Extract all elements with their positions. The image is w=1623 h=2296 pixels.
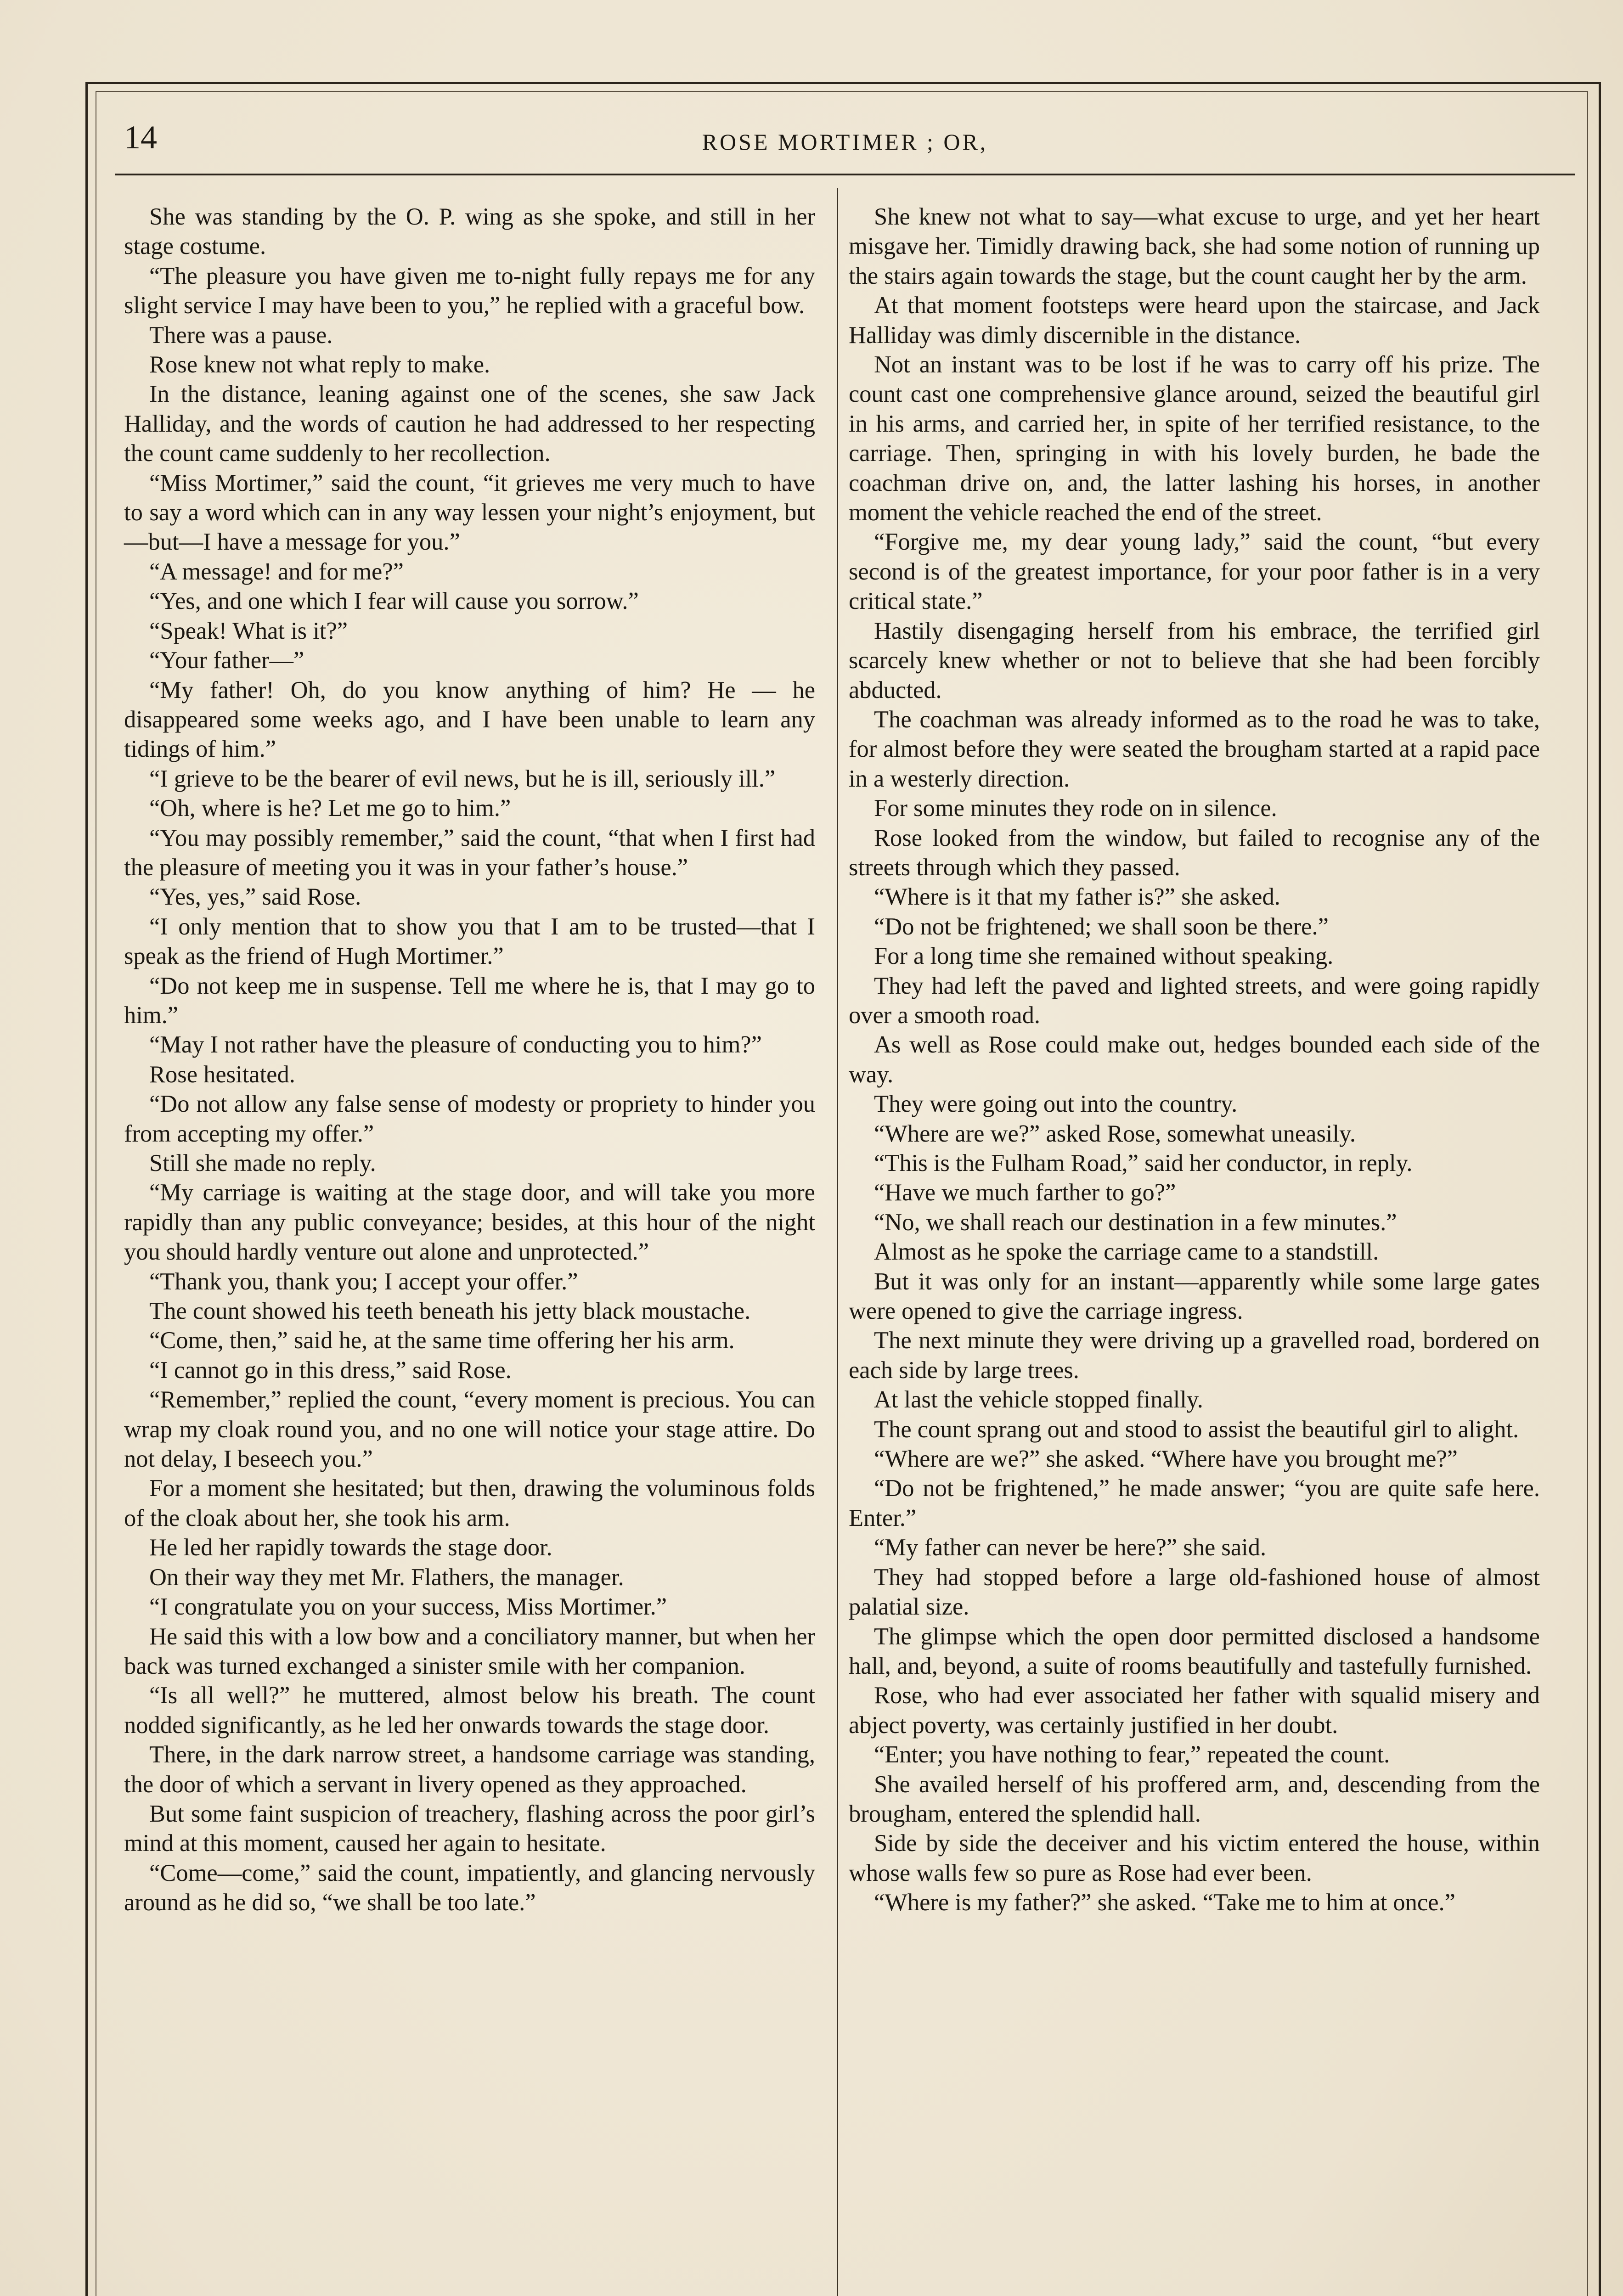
paragraph: “Oh, where is he? Let me go to him.” — [149, 795, 511, 822]
paragraph: They were going out into the country. — [874, 1091, 1238, 1118]
paragraph: “Thank you, thank you; I accept your offer.” — [149, 1268, 578, 1295]
paragraph: But it was only for an instant—apparently while some large gates were opened to give the carriage ingress. — [849, 1268, 1540, 1325]
paragraph: “Your father—” — [149, 647, 304, 674]
paragraph: “Remember,” replied the count, “every moment is precious. You can wrap my cloak round you, and no one will notice your stage attire. Do not delay, I beseech you.” — [124, 1386, 815, 1473]
paragraph: She availed herself of his proffered arm, and, descending from the brougham, entered the splendid hall. — [849, 1771, 1540, 1827]
paragraph: On their way they met Mr. Flathers, the manager. — [149, 1564, 624, 1591]
paragraph: “Come—come,” said the count, impatiently, and glancing nervously around as he did so, “we shall be too late.” — [124, 1859, 815, 1916]
paragraph: For a moment she hesitated; but then, drawing the voluminous folds of the cloak about her, she took his arm. — [124, 1475, 815, 1531]
paragraph: The count showed his teeth beneath his jetty black moustache. — [149, 1298, 751, 1325]
paragraph: The glimpse which the open door permitted disclosed a handsome hall, and, beyond, a suite of rooms beautifully and tastefully furnished. — [849, 1623, 1540, 1679]
paragraph: He led her rapidly towards the stage door. — [149, 1534, 552, 1561]
paragraph: “You may possibly remember,” said the count, “that when I first had the pleasure of meeting you it was in your father’s house.” — [124, 824, 815, 881]
paragraph: “Do not keep me in suspense. Tell me where he is, that I may go to him.” — [124, 972, 815, 1029]
paragraph: In the distance, leaning against one of the scenes, she saw Jack Halliday, and the words of caution he had addressed to her respecting the count came suddenly to her recollection. — [124, 381, 815, 467]
paragraph: At that moment footsteps were heard upon the staircase, and Jack Halliday was dimly discernible in the distance. — [849, 292, 1540, 349]
paragraph: “This is the Fulham Road,” said her conductor, in reply. — [874, 1150, 1413, 1176]
paragraph: “My father can never be here?” she said. — [874, 1534, 1267, 1561]
paragraph: “Do not allow any false sense of modesty or propriety to hinder you from accepting my offer.” — [124, 1091, 815, 1147]
paragraph: Rose knew not what reply to make. — [149, 351, 490, 378]
paragraph: Rose hesitated. — [149, 1061, 295, 1088]
paragraph: Rose looked from the window, but failed to recognise any of the streets through which they passed. — [849, 824, 1540, 881]
paragraph: “Where is it that my father is?” she asked. — [874, 884, 1280, 911]
paragraph: “The pleasure you have given me to-night fully repays me for any slight service I may have been to you,” he replied with a graceful bow. — [124, 262, 815, 319]
paragraph: “Do not be frightened,” he made answer; “you are quite safe here. Enter.” — [849, 1475, 1540, 1531]
left-text-column — [124, 202, 815, 1918]
paragraph: “May I not rather have the pleasure of conducting you to him?” — [149, 1031, 762, 1058]
paragraph: Still she made no reply. — [149, 1150, 376, 1176]
paragraph: “Yes, and one which I fear will cause you sorrow.” — [149, 588, 639, 615]
paragraph: “Where is my father?” she asked. “Take me to him at once.” — [874, 1889, 1455, 1916]
paragraph: “Enter; you have nothing to fear,” repeated the count. — [874, 1741, 1390, 1768]
page-number: 14 — [124, 119, 157, 156]
paragraph: Almost as he spoke the carriage came to a standstill. — [874, 1238, 1379, 1266]
paragraph: “Speak! What is it?” — [149, 617, 348, 644]
paragraph: “Do not be frightened; we shall soon be there.” — [874, 913, 1329, 940]
paragraph: There was a pause. — [149, 321, 333, 349]
column-divider — [837, 188, 838, 2296]
paragraph: She knew not what to say—what excuse to urge, and yet her heart misgave her. Timidly drawing back, she had some notion of running up the stairs again towards the stage, but the count caught her by the arm. — [849, 203, 1540, 289]
paragraph: She was standing by the O. P. wing as she spoke, and still in her stage costume. — [124, 203, 815, 260]
paragraph: He said this with a low bow and a conciliatory manner, but when her back was turned exchanged a sinister smile with her companion. — [124, 1623, 815, 1679]
header-rule — [115, 174, 1575, 175]
paragraph: For some minutes they rode on in silence. — [874, 795, 1277, 822]
paragraph: “Miss Mortimer,” said the count, “it grieves me very much to have to say a word which can in any way lessen your night’s enjoyment, but—but—I have a message for you.” — [124, 469, 815, 556]
page-header — [115, 115, 1575, 170]
paragraph: “Forgive me, my dear young lady,” said the count, “but every second is of the greatest importance, for your poor father is in a very critical state.” — [849, 529, 1540, 615]
paragraph: “Where are we?” asked Rose, somewhat uneasily. — [874, 1120, 1356, 1147]
paragraph: “I congratulate you on your success, Miss Mortimer.” — [149, 1593, 667, 1621]
paragraph: “I cannot go in this dress,” said Rose. — [149, 1356, 512, 1384]
paragraph: For a long time she remained without speaking. — [874, 943, 1334, 970]
paragraph: They had stopped before a large old-fashioned house of almost palatial size. — [849, 1564, 1540, 1621]
paragraph: There, in the dark narrow street, a handsome carriage was standing, the door of which a servant in livery opened as they approached. — [124, 1741, 815, 1798]
paragraph: They had left the paved and lighted streets, and were going rapidly over a smooth road. — [849, 972, 1540, 1029]
paragraph: “A message! and for me?” — [149, 558, 404, 585]
paragraph: “Yes, yes,” said Rose. — [149, 884, 361, 911]
paragraph: “Come, then,” said he, at the same time offering her his arm. — [149, 1327, 735, 1354]
paragraph: “I grieve to be the bearer of evil news, but he is ill, seriously ill.” — [149, 765, 776, 792]
paragraph: Rose, who had ever associated her father with squalid misery and abject poverty, was certainly justified in her doubt. — [849, 1682, 1540, 1739]
paragraph: But some faint suspicion of treachery, flashing across the poor girl’s mind at this moment, caused her again to hesitate. — [124, 1800, 815, 1857]
right-text-column — [849, 202, 1540, 1918]
paragraph: As well as Rose could make out, hedges bounded each side of the way. — [849, 1031, 1540, 1088]
paragraph: The coachman was already informed as to the road he was to take, for almost before they were seated the brougham started at a rapid pace in a westerly direction. — [849, 706, 1540, 792]
paragraph: Hastily disengaging herself from his embrace, the terrified girl scarcely knew whether or not to believe that she had been forcibly abducted. — [849, 617, 1540, 703]
paragraph: “Where are we?” she asked. “Where have you brought me?” — [874, 1446, 1458, 1473]
paragraph: At last the vehicle stopped finally. — [874, 1386, 1203, 1413]
paragraph: The next minute they were driving up a gravelled road, bordered on each side by large trees. — [849, 1327, 1540, 1384]
paragraph: “My carriage is waiting at the stage door, and will take you more rapidly than any public conveyance; besides, at this hour of the night you should hardly venture out alone and unprotected.” — [124, 1179, 815, 1266]
paragraph: “No, we shall reach our destination in a few minutes.” — [874, 1209, 1397, 1236]
paragraph: “My father! Oh, do you know anything of him? He — he disappeared some weeks ago, and I have been unable to learn any tidings of him.” — [124, 676, 815, 763]
paragraph: The count sprang out and stood to assist the beautiful girl to alight. — [874, 1416, 1519, 1443]
paragraph: Side by side the deceiver and his victim entered the house, within whose walls few so pure as Rose had ever been. — [849, 1830, 1540, 1886]
running-title: ROSE MORTIMER ; OR, — [702, 129, 988, 155]
paragraph: “Is all well?” he muttered, almost below his breath. The count nodded significantly, as he led her onwards towards the stage door. — [124, 1682, 815, 1739]
paragraph: “Have we much farther to go?” — [874, 1179, 1176, 1206]
paragraph: “I only mention that to show you that I am to be trusted—that I speak as the friend of Hugh Mortimer.” — [124, 913, 815, 970]
paragraph: Not an instant was to be lost if he was to carry off his prize. The count cast one comprehensive glance around, seized the beautiful girl in his arms, and carried her, in spite of her terrified resistance, to the carriage. Then, springing in with his lovely burden, he bade the coachman drive on, and, the latter lashing his horses, in another moment the vehicle reached the end of the street. — [849, 351, 1540, 526]
